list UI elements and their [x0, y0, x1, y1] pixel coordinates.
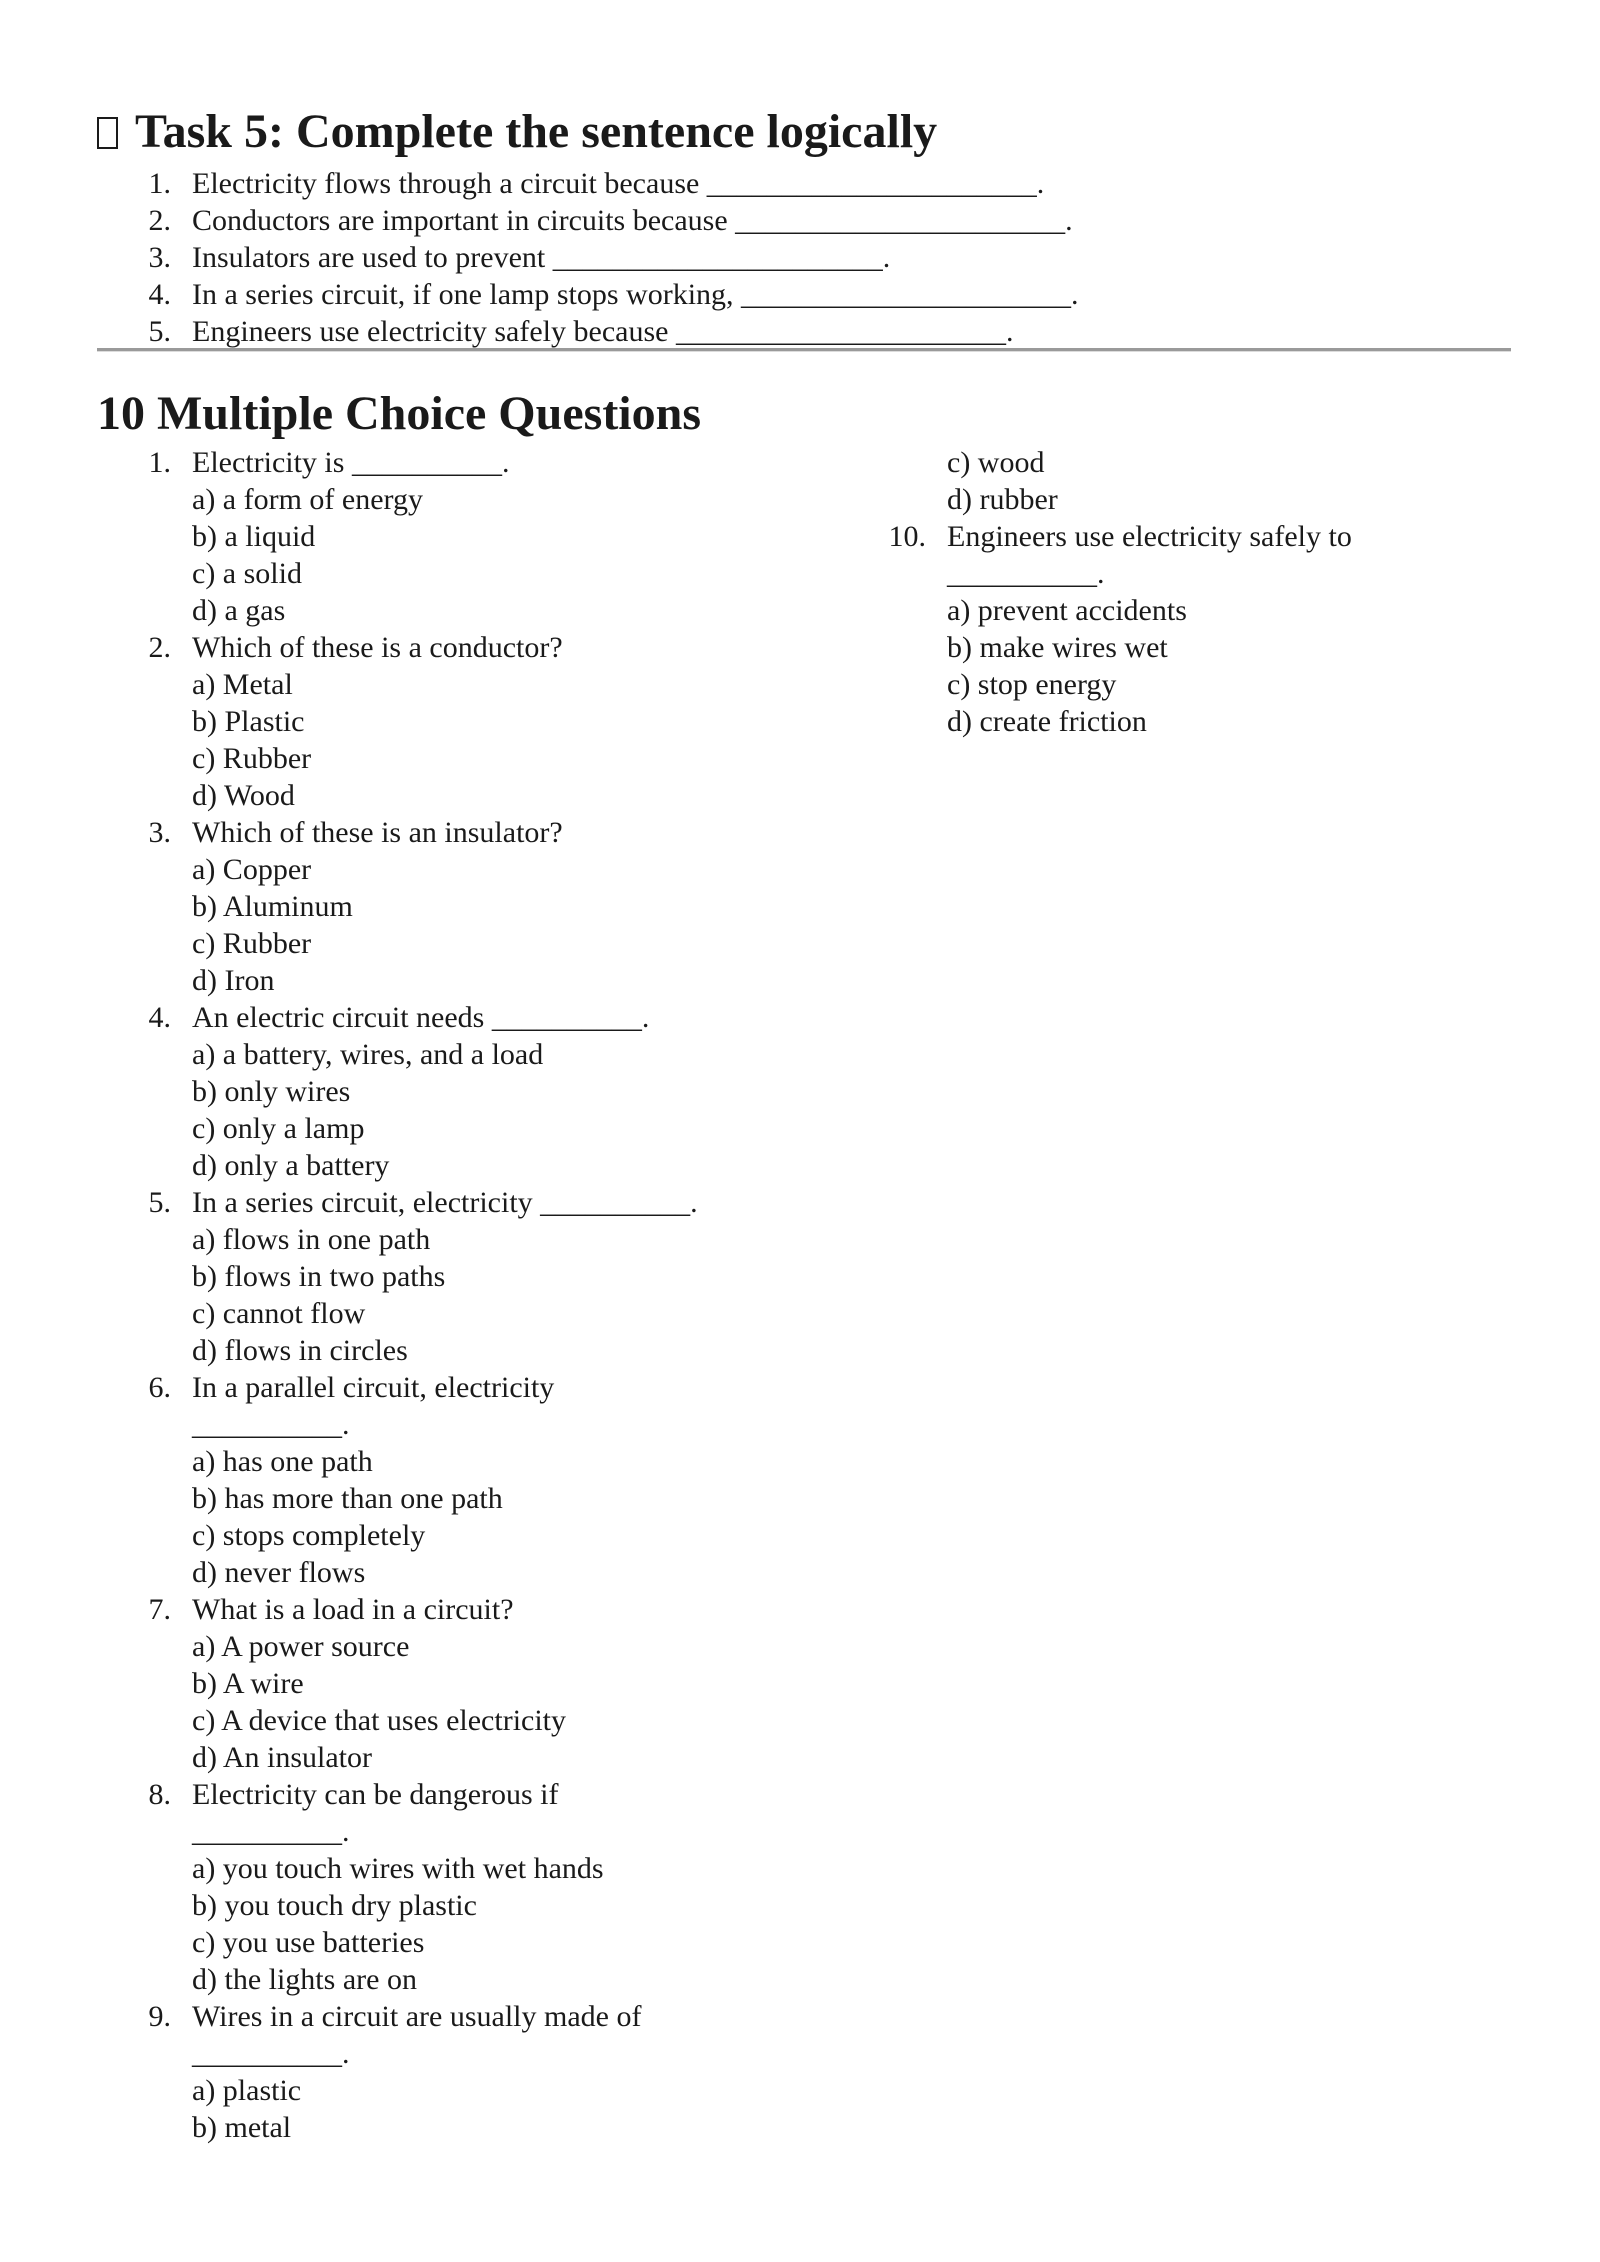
worksheet-page: Task 5: Complete the sentence logically 1. Electricity flows through a circuit because ______________________. 2. Conductors are important in circuits because ______________________. 3. Insulators are used to prevent ______________________. 4. In a series circuit, if one lamp stops working, ______________________. 5. Engineers use electricity safely because ______________________. 10 Multiple Choice Questions 1. Electricity is __________. a) a form of energy b) a liquid c) a solid d) a gas 2. Which of these is a conductor? a) Metal b) Plastic c) Rubber d) Wood 3. Which of these is an insulator? a) Copper b) Aluminum c) Rubber d) Iron 4. An electric circuit needs __________. a) a battery, wires, and a load b) only wires c) only a lamp d) only a battery 5. In a series circuit, electricity __________. a) flows in one path b) flows in two paths c) cannot flow d) flows in circles 6. In a parallel circuit, electricity __________. a) has one path b) has more than one path c) stops completely d) never flows 7. What is a load in a circuit? a) A power source b) A wire c) A device that uses electricity d) An insulator 8. Electricity can be dangerous if __________. a) you touch wires with wet hands b) you touch dry plastic c) you use batteries d) the lights are on 9. Wires in a circuit are usually made of __________. a) plastic b) metal c) wood d) rubber 10. Engineers use electricity safely to __________. a) prevent accidents b) make wires wet c) stop energy d) create friction [0, 0, 1600, 2262]
question-number: 9. [148, 2000, 171, 2033]
question-number: 3. [148, 816, 171, 849]
item-text: Conductors are important in circuits because ______________________. [192, 204, 1073, 237]
mcq-heading: 10 Multiple Choice Questions [97, 387, 702, 440]
item-number: 3. [148, 241, 171, 274]
item-number: 1. [148, 167, 171, 200]
question-text: Which of these is a conductor? [192, 631, 563, 664]
question-text: Which of these is an insulator? [192, 816, 563, 849]
question-number: 10. [888, 520, 926, 553]
item-text: Electricity flows through a circuit because ______________________. [192, 167, 1045, 200]
question-number: 1. [148, 446, 171, 479]
checkbox-icon [97, 117, 118, 149]
question-text: Engineers use electricity safely to [947, 520, 1352, 553]
question-number: 2. [148, 631, 171, 664]
horizontal-rule [97, 348, 1511, 352]
question-text: Electricity can be dangerous if [192, 1778, 559, 1811]
item-text: Insulators are used to prevent ______________________. [192, 241, 891, 274]
question-text: Wires in a circuit are usually made of [192, 2000, 642, 2033]
question-text: An electric circuit needs __________. [192, 1001, 650, 1034]
item-number: 4. [148, 278, 171, 311]
item-text: In a series circuit, if one lamp stops working, ______________________. [192, 278, 1079, 311]
task5-title: Task 5: Complete the sentence logically [135, 105, 938, 158]
question-number: 5. [148, 1186, 171, 1219]
question-text: Electricity is __________. [192, 446, 510, 479]
question-number: 4. [148, 1001, 171, 1034]
item-number: 5. [148, 315, 171, 348]
question-number: 6. [148, 1371, 171, 1404]
question-text: In a parallel circuit, electricity [192, 1371, 555, 1404]
item-number: 2. [148, 204, 171, 237]
item-text: Engineers use electricity safely because ______________________. [192, 315, 1014, 348]
question-number: 8. [148, 1778, 171, 1811]
question-text: What is a load in a circuit? [192, 1593, 514, 1626]
task5-heading [97, 104, 937, 160]
question-text: In a series circuit, electricity __________. [192, 1186, 698, 1219]
question-number: 7. [148, 1593, 171, 1626]
